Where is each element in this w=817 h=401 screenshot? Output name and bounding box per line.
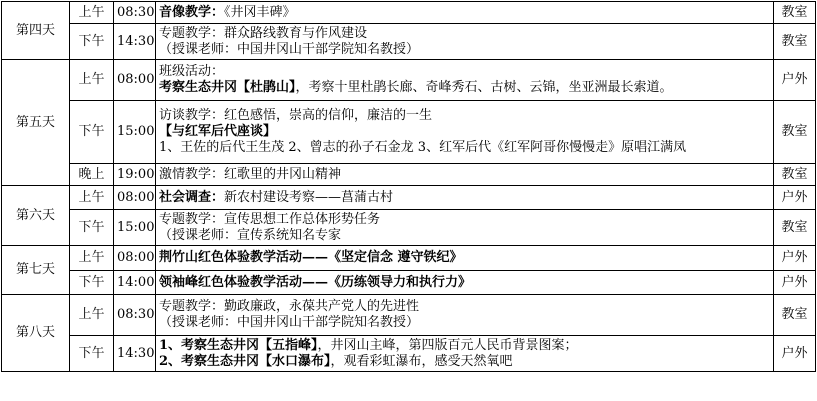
content-line <box>159 167 770 183</box>
content-line <box>159 5 770 21</box>
location-cell: 户外 <box>774 246 816 271</box>
time-cell: 14:30 <box>114 24 156 60</box>
period-cell: 上午 <box>70 186 114 210</box>
period-cell: 下午 <box>70 24 114 60</box>
location-cell: 户外 <box>774 60 816 101</box>
table-row <box>2 271 816 295</box>
time-cell: 14:30 <box>114 336 156 372</box>
location-cell: 教室 <box>774 210 816 246</box>
content-line <box>159 315 770 331</box>
time-cell: 15:00 <box>114 101 156 164</box>
text: 《井冈丰碑》 <box>224 4 296 20</box>
content-cell <box>156 2 774 24</box>
text: 1、王佐的后代王生茂 2、曾志的孙子石金龙 3、红军后代《红军阿哥你慢慢走》原唱江满凤 <box>159 140 687 155</box>
table-row <box>2 295 816 336</box>
location-cell: 教室 <box>774 24 816 60</box>
location-cell: 户外 <box>774 186 816 210</box>
period-cell: 下午 <box>70 336 114 372</box>
text: （授课老师：中国井冈山干部学院知名教授） <box>159 315 420 330</box>
content-cell <box>156 295 774 336</box>
content-cell <box>156 336 774 372</box>
content-line <box>159 354 770 370</box>
location-cell: 教室 <box>774 164 816 186</box>
text: 专题教学：群众路线教育与作风建设 <box>159 25 368 41</box>
bold-text: 音像教学： <box>159 4 225 20</box>
period-cell: 上午 <box>70 295 114 336</box>
time-cell: 08:30 <box>114 2 156 24</box>
content-line <box>159 80 770 96</box>
bold-text: 考察生态井冈【杜鹃山】 <box>159 80 296 95</box>
text: ，考察十里杜鹃长廊、奇峰秀石、古树、云锦，坐亚洲最长索道。 <box>295 80 673 95</box>
content-line <box>159 42 770 58</box>
content-cell <box>156 246 774 271</box>
content-cell <box>156 60 774 101</box>
location-cell: 教室 <box>774 2 816 24</box>
text: 访谈教学：红色感悟，崇高的信仰，廉洁的一生 <box>159 108 433 123</box>
content-line <box>159 338 770 354</box>
time-cell: 15:00 <box>114 210 156 246</box>
table-row <box>2 246 816 271</box>
schedule-table <box>1 1 816 372</box>
location-cell: 户外 <box>774 336 816 372</box>
day-cell: 第六天 <box>2 186 70 246</box>
text: 专题教学：勤政廉政，永葆共产党人的先进性 <box>159 299 420 314</box>
content-cell <box>156 271 774 295</box>
table-row <box>2 336 816 372</box>
text: （授课老师：宣传系统知名专家 <box>159 227 342 243</box>
table-row <box>2 164 816 186</box>
period-cell: 下午 <box>70 101 114 164</box>
content-cell <box>156 24 774 60</box>
text: ，观看彩虹瀑布，感受天然氧吧 <box>330 353 513 369</box>
time-cell: 08:00 <box>114 186 156 210</box>
period-cell: 下午 <box>70 271 114 295</box>
period-cell: 上午 <box>70 2 114 24</box>
content-line <box>159 124 770 140</box>
day-cell: 第八天 <box>2 295 70 372</box>
bold-text: 2、考察生态井冈【水口瀑布】 <box>159 353 331 369</box>
content-line <box>159 190 770 206</box>
day-cell: 第七天 <box>2 246 70 295</box>
day-cell: 第五天 <box>2 60 70 186</box>
table-row <box>2 186 816 210</box>
period-cell: 晚上 <box>70 164 114 186</box>
content-cell <box>156 164 774 186</box>
bold-text: 1、考察生态井冈【五指峰】 <box>159 337 318 353</box>
period-cell: 下午 <box>70 210 114 246</box>
content-line <box>159 299 770 315</box>
table-row <box>2 2 816 24</box>
text: 新农村建设考察——菖蒲古村 <box>224 189 394 205</box>
location-cell: 教室 <box>774 295 816 336</box>
content-line <box>159 250 770 266</box>
content-cell <box>156 210 774 246</box>
content-line <box>159 212 770 228</box>
period-cell: 上午 <box>70 246 114 271</box>
content-line <box>159 140 770 156</box>
content-line <box>159 64 770 80</box>
bold-text: 领袖峰红色体验教学活动——《历练领导力和执行力》 <box>159 274 472 290</box>
content-cell <box>156 186 774 210</box>
text: 专题教学：宣传思想工作总体形势任务 <box>159 211 381 227</box>
time-cell: 14:00 <box>114 271 156 295</box>
content-line <box>159 228 770 244</box>
location-cell: 教室 <box>774 101 816 164</box>
content-line <box>159 275 770 291</box>
bold-text: 【与红军后代座谈】 <box>159 124 277 139</box>
table-row <box>2 24 816 60</box>
content-line <box>159 26 770 42</box>
location-cell: 户外 <box>774 271 816 295</box>
bold-text: 荆竹山红色体验教学活动——《坚定信念 遵守铁纪》 <box>159 250 463 265</box>
table-row <box>2 60 816 101</box>
text: 班级活动： <box>159 64 225 79</box>
day-cell: 第四天 <box>2 2 70 60</box>
time-cell: 08:00 <box>114 246 156 271</box>
table-row <box>2 101 816 164</box>
period-cell: 上午 <box>70 60 114 101</box>
content-line <box>159 108 770 124</box>
time-cell: 08:30 <box>114 295 156 336</box>
text: ，井冈山主峰，第四版百元人民币背景图案； <box>317 337 578 353</box>
time-cell: 19:00 <box>114 164 156 186</box>
time-cell: 08:00 <box>114 60 156 101</box>
text: 激情教学：红歌里的井冈山精神 <box>159 166 342 182</box>
bold-text: 社会调查： <box>159 189 225 205</box>
content-cell <box>156 101 774 164</box>
text: （授课老师：中国井冈山干部学院知名教授） <box>159 41 420 57</box>
table-row <box>2 210 816 246</box>
